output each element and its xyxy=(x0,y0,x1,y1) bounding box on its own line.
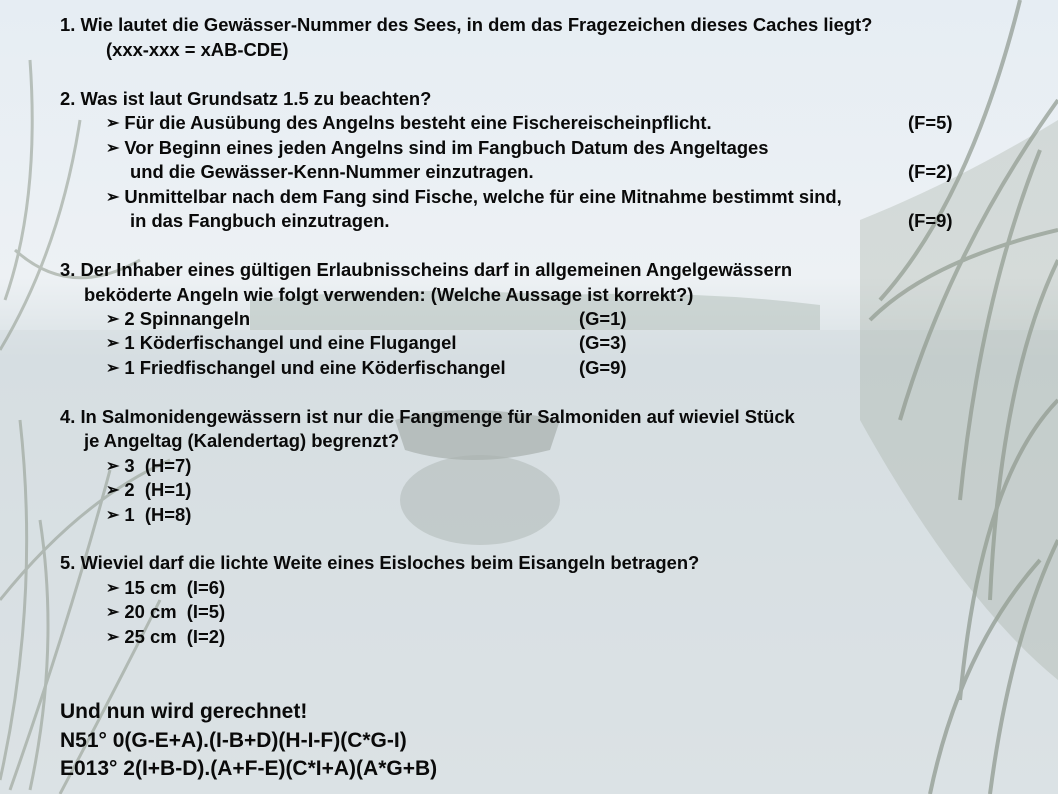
arrow-bullet-icon: ➢ xyxy=(106,629,120,646)
calculation-heading: Und nun wird gerechnet! xyxy=(60,700,308,723)
option-text: 25 cm (I=2) xyxy=(124,626,226,647)
question-2: 2. Was ist laut Grundsatz 1.5 zu beachten? xyxy=(60,88,432,109)
q3-option-2-value: (G=3) xyxy=(579,332,627,353)
arrow-bullet-icon: ➢ xyxy=(106,115,120,132)
question-4: 4. In Salmonidengewässern ist nur die Fangmenge für Salmoniden auf wieviel Stück xyxy=(60,406,795,427)
arrow-bullet-icon: ➢ xyxy=(106,507,120,524)
q2-option-3-value: (F=9) xyxy=(908,210,953,231)
question-1: 1. Wie lautet die Gewässer-Nummer des Sees, in dem das Fragezeichen dieses Caches liegt? xyxy=(60,14,873,35)
q4-option-1 xyxy=(106,455,191,479)
option-text: 15 cm (I=6) xyxy=(124,577,226,598)
question-5: 5. Wieviel darf die lichte Weite eines Eisloches beim Eisangeln betragen? xyxy=(60,552,700,573)
option-text: 2 Spinnangeln xyxy=(124,308,251,329)
q2-option-2-value: (F=2) xyxy=(908,161,953,182)
q4-option-2 xyxy=(106,479,191,503)
q5-option-2 xyxy=(106,601,225,625)
q4-option-3 xyxy=(106,504,191,528)
arrow-bullet-icon: ➢ xyxy=(106,140,120,157)
option-text: 20 cm (I=5) xyxy=(124,601,226,622)
q2-option-3 xyxy=(106,186,842,210)
arrow-bullet-icon: ➢ xyxy=(106,458,120,475)
q5-option-1 xyxy=(106,577,225,601)
option-text: Unmittelbar nach dem Fang sind Fische, welche für eine Mitnahme bestimmt sind, xyxy=(124,186,842,207)
q3-option-3-value: (G=9) xyxy=(579,357,627,378)
q5-option-3 xyxy=(106,626,225,650)
q2-option-1 xyxy=(106,112,712,136)
option-text: Vor Beginn eines jeden Angelns sind im Fangbuch Datum des Angeltages xyxy=(124,137,769,158)
q3-option-2 xyxy=(106,332,457,356)
east-coordinate-formula: E013° 2(I+B-D).(A+F-E)(C*I+A)(A*G+B) xyxy=(60,757,438,780)
arrow-bullet-icon: ➢ xyxy=(106,580,120,597)
q3-option-1 xyxy=(106,308,250,332)
north-coordinate-formula: N51° 0(G-E+A).(I-B+D)(H-I-F)(C*G-I) xyxy=(60,729,407,752)
arrow-bullet-icon: ➢ xyxy=(106,311,120,328)
q2-option-2-cont: und die Gewässer-Kenn-Nummer einzutragen. xyxy=(130,161,534,182)
arrow-bullet-icon: ➢ xyxy=(106,335,120,352)
option-text: 1 Köderfischangel und eine Flugangel xyxy=(124,332,457,353)
q3-option-3 xyxy=(106,357,506,381)
question-3-cont: beköderte Angeln wie folgt verwenden: (Welche Aussage ist korrekt?) xyxy=(84,284,694,305)
q2-option-1-value: (F=5) xyxy=(908,112,953,133)
option-text: 1 Friedfischangel und eine Köderfischangel xyxy=(124,357,506,378)
question-3: 3. Der Inhaber eines gültigen Erlaubnisscheins darf in allgemeinen Angelgewässern xyxy=(60,259,793,280)
question-1-format: (xxx-xxx = xAB-CDE) xyxy=(106,39,289,60)
question-4-cont: je Angeltag (Kalendertag) begrenzt? xyxy=(84,430,400,451)
arrow-bullet-icon: ➢ xyxy=(106,482,120,499)
arrow-bullet-icon: ➢ xyxy=(106,604,120,621)
q2-option-3-cont: in das Fangbuch einzutragen. xyxy=(130,210,390,231)
option-text: 3 (H=7) xyxy=(124,455,192,476)
q3-option-1-value: (G=1) xyxy=(579,308,627,329)
option-text: 2 (H=1) xyxy=(124,479,192,500)
arrow-bullet-icon: ➢ xyxy=(106,189,120,206)
option-text: Für die Ausübung des Angelns besteht eine Fischereischeinpflicht. xyxy=(124,112,712,133)
option-text: 1 (H=8) xyxy=(124,504,192,525)
q2-option-2 xyxy=(106,137,769,161)
arrow-bullet-icon: ➢ xyxy=(106,360,120,377)
